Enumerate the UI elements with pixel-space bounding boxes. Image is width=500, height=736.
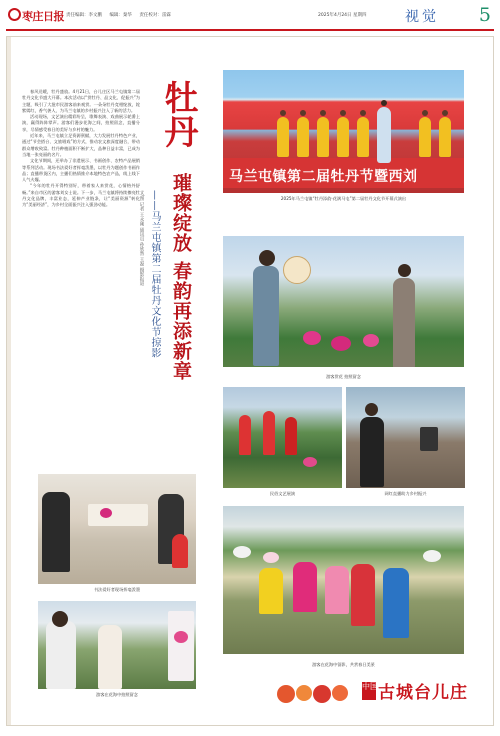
visitor-figure (259, 568, 283, 614)
performer-figure (263, 411, 275, 455)
dancer-figure (277, 117, 289, 157)
photographer-head (52, 611, 68, 627)
performer-figure (285, 417, 297, 455)
visitor-figure (325, 566, 349, 614)
paragraph: 活动现场，文艺演出精彩纷呈，歌舞表演、戏曲展示轮番上演，赢得阵阵掌声。游客们漫步花海之间，拍照留念，直播分享，尽情感受春日的美好与乡村的魅力。 (22, 114, 140, 132)
livestream-photo (346, 387, 465, 488)
performer-figure (239, 415, 251, 455)
paragraph: 文化节期间，还举办了非遗展示、书画创作、农特产品展销等系列活动。现场书法爱好者挥毫泼墨，以牡丹为题创作书画作品；直播带货区内，主播们热情推介本地特色农产品，线上线下人气火爆。 (22, 158, 140, 183)
kicker-peony: 牡丹 (158, 80, 198, 148)
photographer-photo (38, 601, 196, 689)
peony-flower (303, 331, 321, 345)
singer-figure (377, 107, 391, 163)
page-header (0, 0, 500, 30)
caption-photographer: 游客在花海中拍照留念 (96, 692, 138, 697)
caption-group: 游客在花海中留影，共赏春日美景 (312, 662, 375, 667)
footer-logo (362, 678, 468, 702)
section-heading (395, 5, 495, 27)
host-figure (360, 417, 384, 487)
photographer-figure (46, 621, 76, 689)
dancer-figure (317, 117, 329, 157)
artist-figure (42, 492, 70, 572)
dancer-figure (439, 117, 451, 157)
headline: 璀璨绽放 春韵再添新章 (170, 173, 192, 381)
visitor-head (259, 250, 275, 266)
page-number: 5 (478, 4, 491, 26)
editor-info (66, 12, 177, 18)
visitor-photo (223, 236, 464, 367)
byline: 文/图 记者 王永刚 通讯员 孙欣然 王磊 摄影报道 (139, 190, 144, 286)
dancer-figure (337, 117, 349, 157)
visitor-figure (351, 564, 375, 626)
peony-flower (263, 552, 279, 563)
article-body (22, 89, 140, 479)
peony-flower (363, 334, 379, 347)
visitor-figure (293, 562, 317, 612)
header-rule (6, 29, 494, 31)
caption-visitor: 游客赏花 拍照留念 (326, 374, 361, 379)
visitor-figure (253, 266, 279, 366)
paragraph: “今年的牡丹开得特别好，带着家人来赏花，心情格外舒畅。”来自市区的游客刘女士说。下一步，马兰屯镇将持续擦亮牡丹文化品牌，丰富业态，延伸产业链条，让“美丽资源”转化为“美丽经济”，为乡村全面振兴注入强劲动能。 (22, 183, 140, 208)
host-head (365, 403, 378, 416)
peony-flower (100, 508, 112, 518)
visitor-figure (98, 625, 122, 689)
folk-performance-photo (223, 387, 342, 488)
paragraph: 近年来，马兰屯镇立足资源禀赋，大力发展牡丹特色产业，通过“节会搭台、文旅唱戏”的方式，推动农文旅深度融合，带动群众增收致富。牡丹种植面积不断扩大，品种日益丰富，已成为当地一张亮丽的名片。 (22, 133, 140, 157)
visitor-figure (383, 568, 409, 638)
side-strip (7, 37, 11, 725)
peony-flower (331, 336, 351, 351)
newspaper-logo: 枣庄日报 (8, 8, 64, 22)
group-photo (223, 506, 464, 654)
editor2-label: 编辑：秦华 (109, 13, 132, 18)
logo-mark-icon (8, 8, 21, 21)
footer-name: 古城台儿庄 (378, 683, 468, 703)
peony-flower (233, 546, 251, 558)
proof-label: 责任校对：雷霖 (139, 13, 171, 18)
child-figure (172, 534, 188, 568)
subheadline: ——马兰屯镇第二届牡丹文化节掠影 (149, 190, 160, 358)
stage-photo (223, 70, 464, 193)
caption-folk: 民俗文艺展演 (269, 491, 296, 496)
calligraphy-photo (38, 474, 196, 584)
editor-label: 责任编辑：李文鹏 (66, 13, 102, 18)
caption-livestream: 网红直播助力乡村振兴 (384, 491, 427, 496)
visitor-head (398, 264, 411, 277)
camera-equipment (420, 427, 438, 451)
peony-decoration (272, 682, 352, 704)
footer-seal: 中国 (362, 682, 376, 700)
dancer-figure (357, 117, 369, 157)
peony-flower (423, 550, 441, 562)
issue-date: 2025年4月24日 星期四 (318, 13, 367, 18)
section-name: 视觉 (405, 9, 439, 25)
dancer-figure (419, 117, 431, 157)
peony-flower (303, 457, 317, 467)
painting-paper (88, 504, 148, 526)
paragraph: 春风送暖，牡丹盛放。4月21日，台儿庄区马兰屯镇第二届牡丹文化节盛大开幕。本次活动以“赏牡丹、品文化、促振兴”为主题，吸引了大批市民游客前来观赏。一朵朵牡丹竞相绽放，姹紫嫣红，香气袭人，为马兰屯镇的乡村振兴注入了新的活力。 (22, 89, 140, 113)
stage-banner-text: 马兰屯镇第二届牡丹节暨西刘 (229, 169, 418, 185)
peony-sign (168, 611, 194, 681)
caption-stage: 2025年马兰屯镇“牡丹添韵·花满马屯”第二届牡丹文化节开幕式演出 (280, 196, 407, 201)
fan-prop (283, 256, 311, 284)
caption-calligraphy: 书法爱好者现场挥毫泼墨 (93, 587, 141, 592)
peony-flower (174, 631, 188, 643)
visitor-figure (393, 278, 415, 367)
dancer-figure (297, 117, 309, 157)
